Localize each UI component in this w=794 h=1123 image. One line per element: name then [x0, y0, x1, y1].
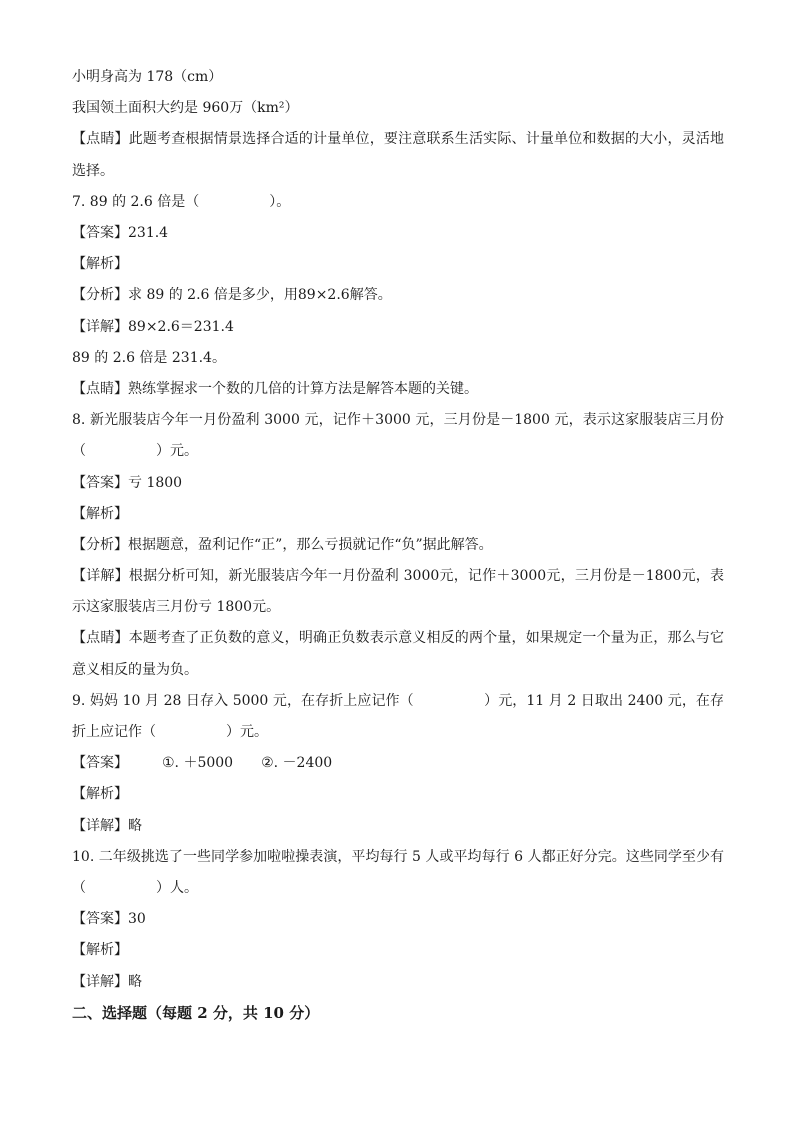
answer-tag: 【答案】 — [72, 911, 128, 928]
note-tag: 【点睛】 — [72, 131, 129, 148]
note-text: 此题考查根据情景选择合适的计量单位，要注意联系生活实际、计量单位和数据的大小，灵活地选择。 — [72, 131, 725, 179]
question-stem: 10. 二年级挑选了一些同学参加啦啦操表演，平均每行 5 人或平均每行 6 人都正好分完。这些同学至少有（ ）人。 — [72, 848, 724, 897]
analysis-tag: 【解析】 — [72, 942, 128, 959]
fenxi-tag: 【分析】 — [72, 536, 128, 553]
analysis-line — [72, 280, 724, 311]
detail-tag: 【详解】 — [72, 817, 128, 834]
document-page — [72, 62, 724, 1029]
answer-text: 30 — [128, 911, 146, 928]
note-tag: 【点睛】 — [72, 380, 128, 397]
answer-option-1: ①. ＋5000 — [162, 755, 234, 772]
detail-line — [72, 312, 724, 343]
detail-line-2: 89 的 2.6 倍是 231.4。 — [72, 349, 226, 366]
detail-tag: 【详解】 — [72, 973, 128, 990]
detail-paragraph — [72, 561, 724, 623]
question-stem: 9. 妈妈 10 月 28 日存入 5000 元，在存折上应记作（ ）元，11 月 2 日取出 2400 元，在存折上应记作（ ）元。 — [72, 692, 724, 741]
answer-option-2: ②. －2400 — [261, 755, 333, 772]
note-tag: 【点睛】 — [72, 630, 129, 647]
answer-line — [72, 904, 724, 935]
analysis-line — [72, 530, 724, 561]
answer-text: 亏 1800 — [128, 474, 183, 491]
analysis-tag: 【解析】 — [72, 256, 128, 273]
section-title: 二、选择题（每题 2 分，共 10 分） — [72, 1003, 320, 1022]
note-text: 熟练掌握求一个数的几倍的计算方法是解答本题的关键。 — [128, 380, 478, 397]
note-text: 本题考查了正负数的意义，明确正负数表示意义相反的两个量，如果规定一个量为正，那么与它意义相反的量为负。 — [72, 630, 725, 678]
detail-tag: 【详解】 — [72, 568, 129, 585]
answer-tag: 【答案】 — [72, 224, 128, 241]
fenxi-text: 求 89 的 2.6 倍是多少，用89×2.6解答。 — [128, 287, 392, 304]
answer-tag: 【答案】 — [72, 755, 128, 772]
note-paragraph — [72, 623, 724, 685]
answer-line — [72, 748, 724, 779]
detail-line — [72, 967, 724, 998]
analysis-tag: 【解析】 — [72, 505, 128, 522]
answer-line — [72, 218, 724, 249]
detail-text: 略 — [128, 973, 142, 990]
answer-text: 231.4 — [128, 224, 169, 241]
question-stem: 8. 新光服装店今年一月份盈利 3000 元，记作＋3000 元，三月份是－1800 元，表示这家服装店三月份（ ）元。 — [72, 412, 724, 460]
answer-tag: 【答案】 — [72, 474, 128, 491]
question-stem: 7. 89 的 2.6 倍是（ ）。 — [72, 193, 291, 210]
fenxi-tag: 【分析】 — [72, 287, 128, 304]
note-line — [72, 374, 724, 405]
fenxi-text: 根据题意，盈利记作“正”，那么亏损就记作“负”据此解答。 — [128, 536, 493, 553]
text-line: 我国领土面积大约是 960万（km²） — [72, 100, 299, 117]
detail-text: 89×2.6＝231.4 — [128, 318, 234, 335]
analysis-tag: 【解析】 — [72, 786, 128, 803]
detail-text: 略 — [128, 817, 142, 834]
text-line: 小明身高为 178（cm） — [72, 69, 223, 85]
note-paragraph — [72, 124, 724, 186]
detail-text: 根据分析可知，新光服装店今年一月份盈利 3000元，记作＋3000元，三月份是－1800元，表示这家服装店三月份亏 1800元。 — [72, 568, 725, 616]
answer-line — [72, 468, 724, 499]
detail-line — [72, 811, 724, 842]
detail-tag: 【详解】 — [72, 318, 128, 335]
